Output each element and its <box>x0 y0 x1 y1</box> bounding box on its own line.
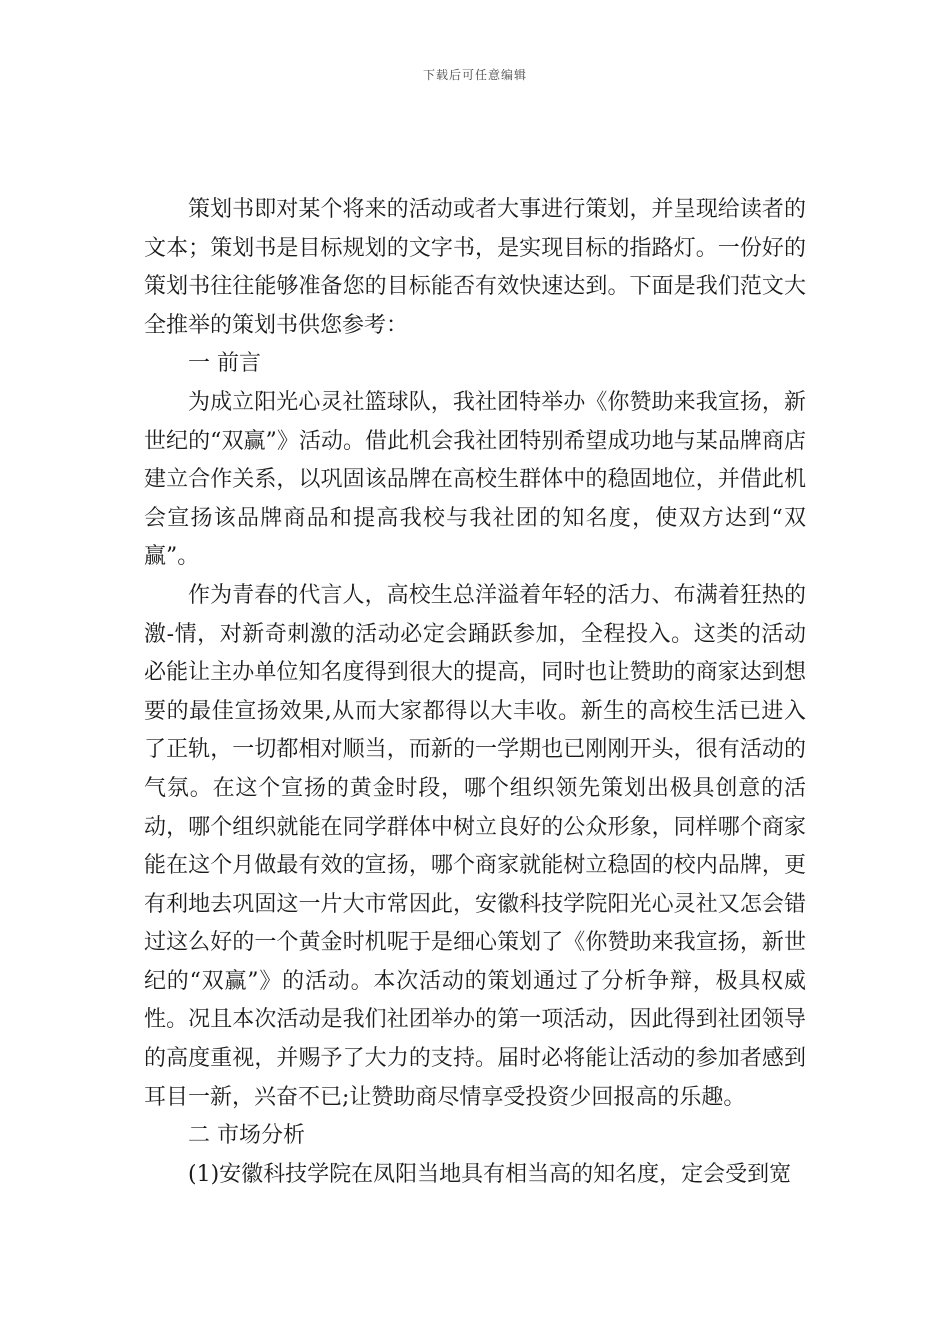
section-heading-market-analysis: 二 市场分析 <box>188 1123 305 1149</box>
section-heading-preface: 一 前言 <box>188 351 261 377</box>
market-analysis-item-1: (1)安徽科技学院在凤阳当地具有相当高的知名度，定会受到宽 <box>188 1161 792 1187</box>
document-body <box>144 191 806 1194</box>
preface-paragraph-1: 为成立阳光心灵社篮球队，我社团特举办《你赞助来我宣扬，新世纪的“双赢”》活动。借此机会我社团特别希望成功地与某品牌商店建立合作关系，以巩固该品牌在高校生群体中的稳固地位，并借此机会宣扬该品牌商品和提高我校与我社团的知名度，使双方达到“双赢”。 <box>144 389 806 570</box>
page-header-note: 下载后可任意编辑 <box>422 68 527 82</box>
preface-paragraph-2: 作为青春的代言人，高校生总洋溢着年轻的活力、布满着狂热的激-情，对新奇刺激的活动必定会踊跃参加，全程投入。这类的活动必能让主办单位知名度得到很大的提高，同时也让赞助的商家达到想要的最佳宣扬效果,从而大家都得以大丰收。新生的高校生活已进入了正轨，一切都相对顺当，而新的一学期也已刚刚开头，很有活动的气氛。在这个宣扬的黄金时段，哪个组织领先策划出极具创意的活动，哪个组织就能在同学群体中树立良好的公众形象，同样哪个商家能在这个月做最有效的宣扬，哪个商家就能树立稳固的校内品牌，更有利地去巩固这一片大市常因此，安徽科技学院阳光心灵社又怎会错过这么好的一个黄金时机呢于是细心策划了《你赞助来我宣扬，新世纪的“双赢”》的活动。本次活动的策划通过了分析争辩，极具权威性。况且本次活动是我们社团举办的第一项活动，因此得到社团领导的高度重视，并赐予了大力的支持。届时必将能让活动的参加者感到耳目一新，兴奋不已;让赞助商尽情享受投资少回报高的乐趣。 <box>144 582 806 1110</box>
intro-paragraph: 策划书即对某个将来的活动或者大事进行策划，并呈现给读者的文本；策划书是目标规划的文字书，是实现目标的指路灯。一份好的策划书往往能够准备您的目标能否有效快速达到。下面是我们范文大全推举的策划书供您参考： <box>144 197 806 338</box>
